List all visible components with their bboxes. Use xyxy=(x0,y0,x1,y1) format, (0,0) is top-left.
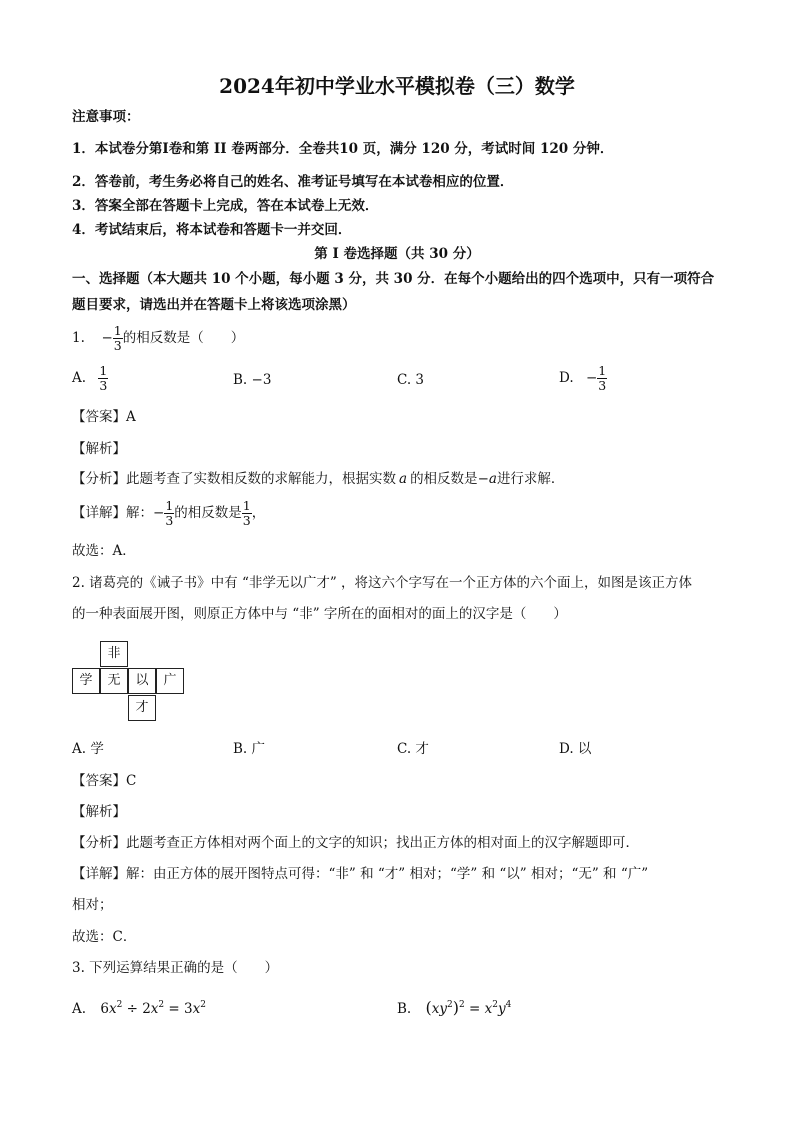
q2-option-d: D. 以 xyxy=(559,741,592,757)
q2-option-a: A. 学 xyxy=(72,741,104,757)
q1-option-d: D. − $\frac{1}{3}$ xyxy=(559,363,607,393)
q3-stem: 3. 下列运算结果正确的是（ ） xyxy=(72,960,279,976)
notice-heading: 注意事项： xyxy=(72,109,140,125)
notice-item-2: 2．答卷前，考生务必将自己的姓名、准考证号填写在本试卷相应的位置． xyxy=(72,174,514,190)
part-intro-line2: 题目要求，请选出并在答题卡上将该选项涂黑） xyxy=(72,297,356,313)
q1-option-a: A. $\frac{1}{3}$ xyxy=(72,363,108,393)
cube-net-figure xyxy=(72,641,184,721)
q2-fenxi: 【分析】此题考查正方体相对两个面上的文字的知识；找出正方体的相对面上的汉字解题即可． xyxy=(72,835,639,851)
q2-xiangjie-line2: 相对； xyxy=(72,897,113,913)
q2-stem-line1: 2. 诸葛亮的《诫子书》中有 “非学无以广才” ，将这六个字写在一个正方体的六个面上，如图是该正方体 xyxy=(72,575,693,591)
notice-item-3: 3．答案全部在答题卡上完成，答在本试卷上无效． xyxy=(72,198,379,214)
cube-net-cell: 才 xyxy=(128,695,156,721)
cube-net-cell: 学 xyxy=(72,668,100,694)
q1-answer: 【答案】A xyxy=(72,409,136,425)
page-title: 2024年初中学业水平模拟卷（三）数学 xyxy=(219,74,575,98)
part-intro-line1: 一、选择题（本大题共 10 个小题，每小题 3 分，共 30 分．在每个小题给出的四个选项中，只有一项符合 xyxy=(72,271,715,287)
q3-option-a: A. $6x^2 \div 2x^2 = 3x^2$ xyxy=(72,1000,206,1017)
notice-item-1: 1．本试卷分第Ⅰ卷和第 II 卷两部分．全卷共10 页，满分 120 分，考试时间 120 分钟． xyxy=(72,141,614,157)
q1-fenxi: 【分析】此题考查了实数相反数的求解能力，根据实数 a 的相反数是−a进行求解． xyxy=(72,471,565,487)
q2-analysis-label: 【解析】 xyxy=(72,804,126,820)
section-title: 第 I 卷选择题（共 30 分） xyxy=(314,246,480,262)
q1-fraction: $\frac{1}{3}$ xyxy=(113,323,122,353)
q1-stem xyxy=(72,324,244,353)
q1-number: 1. xyxy=(72,330,85,346)
q1-analysis-label: 【解析】 xyxy=(72,441,126,457)
q2-stem-line2: 的一种表面展开图，则原正方体中与 “非” 字所在的面相对的面上的汉字是（ ） xyxy=(72,606,567,622)
q2-xiangjie-line1: 【详解】解：由正方体的展开图特点可得：“非” 和 “才” 相对；“学” 和 “以” 相对；“无” 和 “广” xyxy=(72,866,649,882)
q1-choose: 故选：A． xyxy=(72,543,136,559)
notice-item-4: 4．考试结束后，将本试卷和答题卡一并交回． xyxy=(72,222,352,238)
q2-choose: 故选：C． xyxy=(72,929,137,945)
cube-net-cell: 非 xyxy=(100,641,128,667)
cube-net-cell: 以 xyxy=(128,668,156,694)
cube-net-cell: 无 xyxy=(100,668,128,694)
q2-option-c: C. 才 xyxy=(397,741,429,757)
q1-minus: − xyxy=(101,330,113,346)
q1-option-c: C. 3 xyxy=(397,372,425,388)
cube-net-cell: 广 xyxy=(156,668,184,694)
q1-option-b: B. −3 xyxy=(233,372,272,388)
q2-answer: 【答案】C xyxy=(72,773,137,789)
q2-option-b: B. 广 xyxy=(233,741,266,757)
q1-stem-suffix: 的相反数是（ ） xyxy=(122,330,245,346)
q3-option-b: B. $(xy^2)^2 = x^2y^4$ xyxy=(397,998,512,1017)
q1-xiangjie: 【详解】解：− $\frac{1}{3}$ 的相反数是 $\frac{1}{3}$ ， xyxy=(72,498,266,528)
